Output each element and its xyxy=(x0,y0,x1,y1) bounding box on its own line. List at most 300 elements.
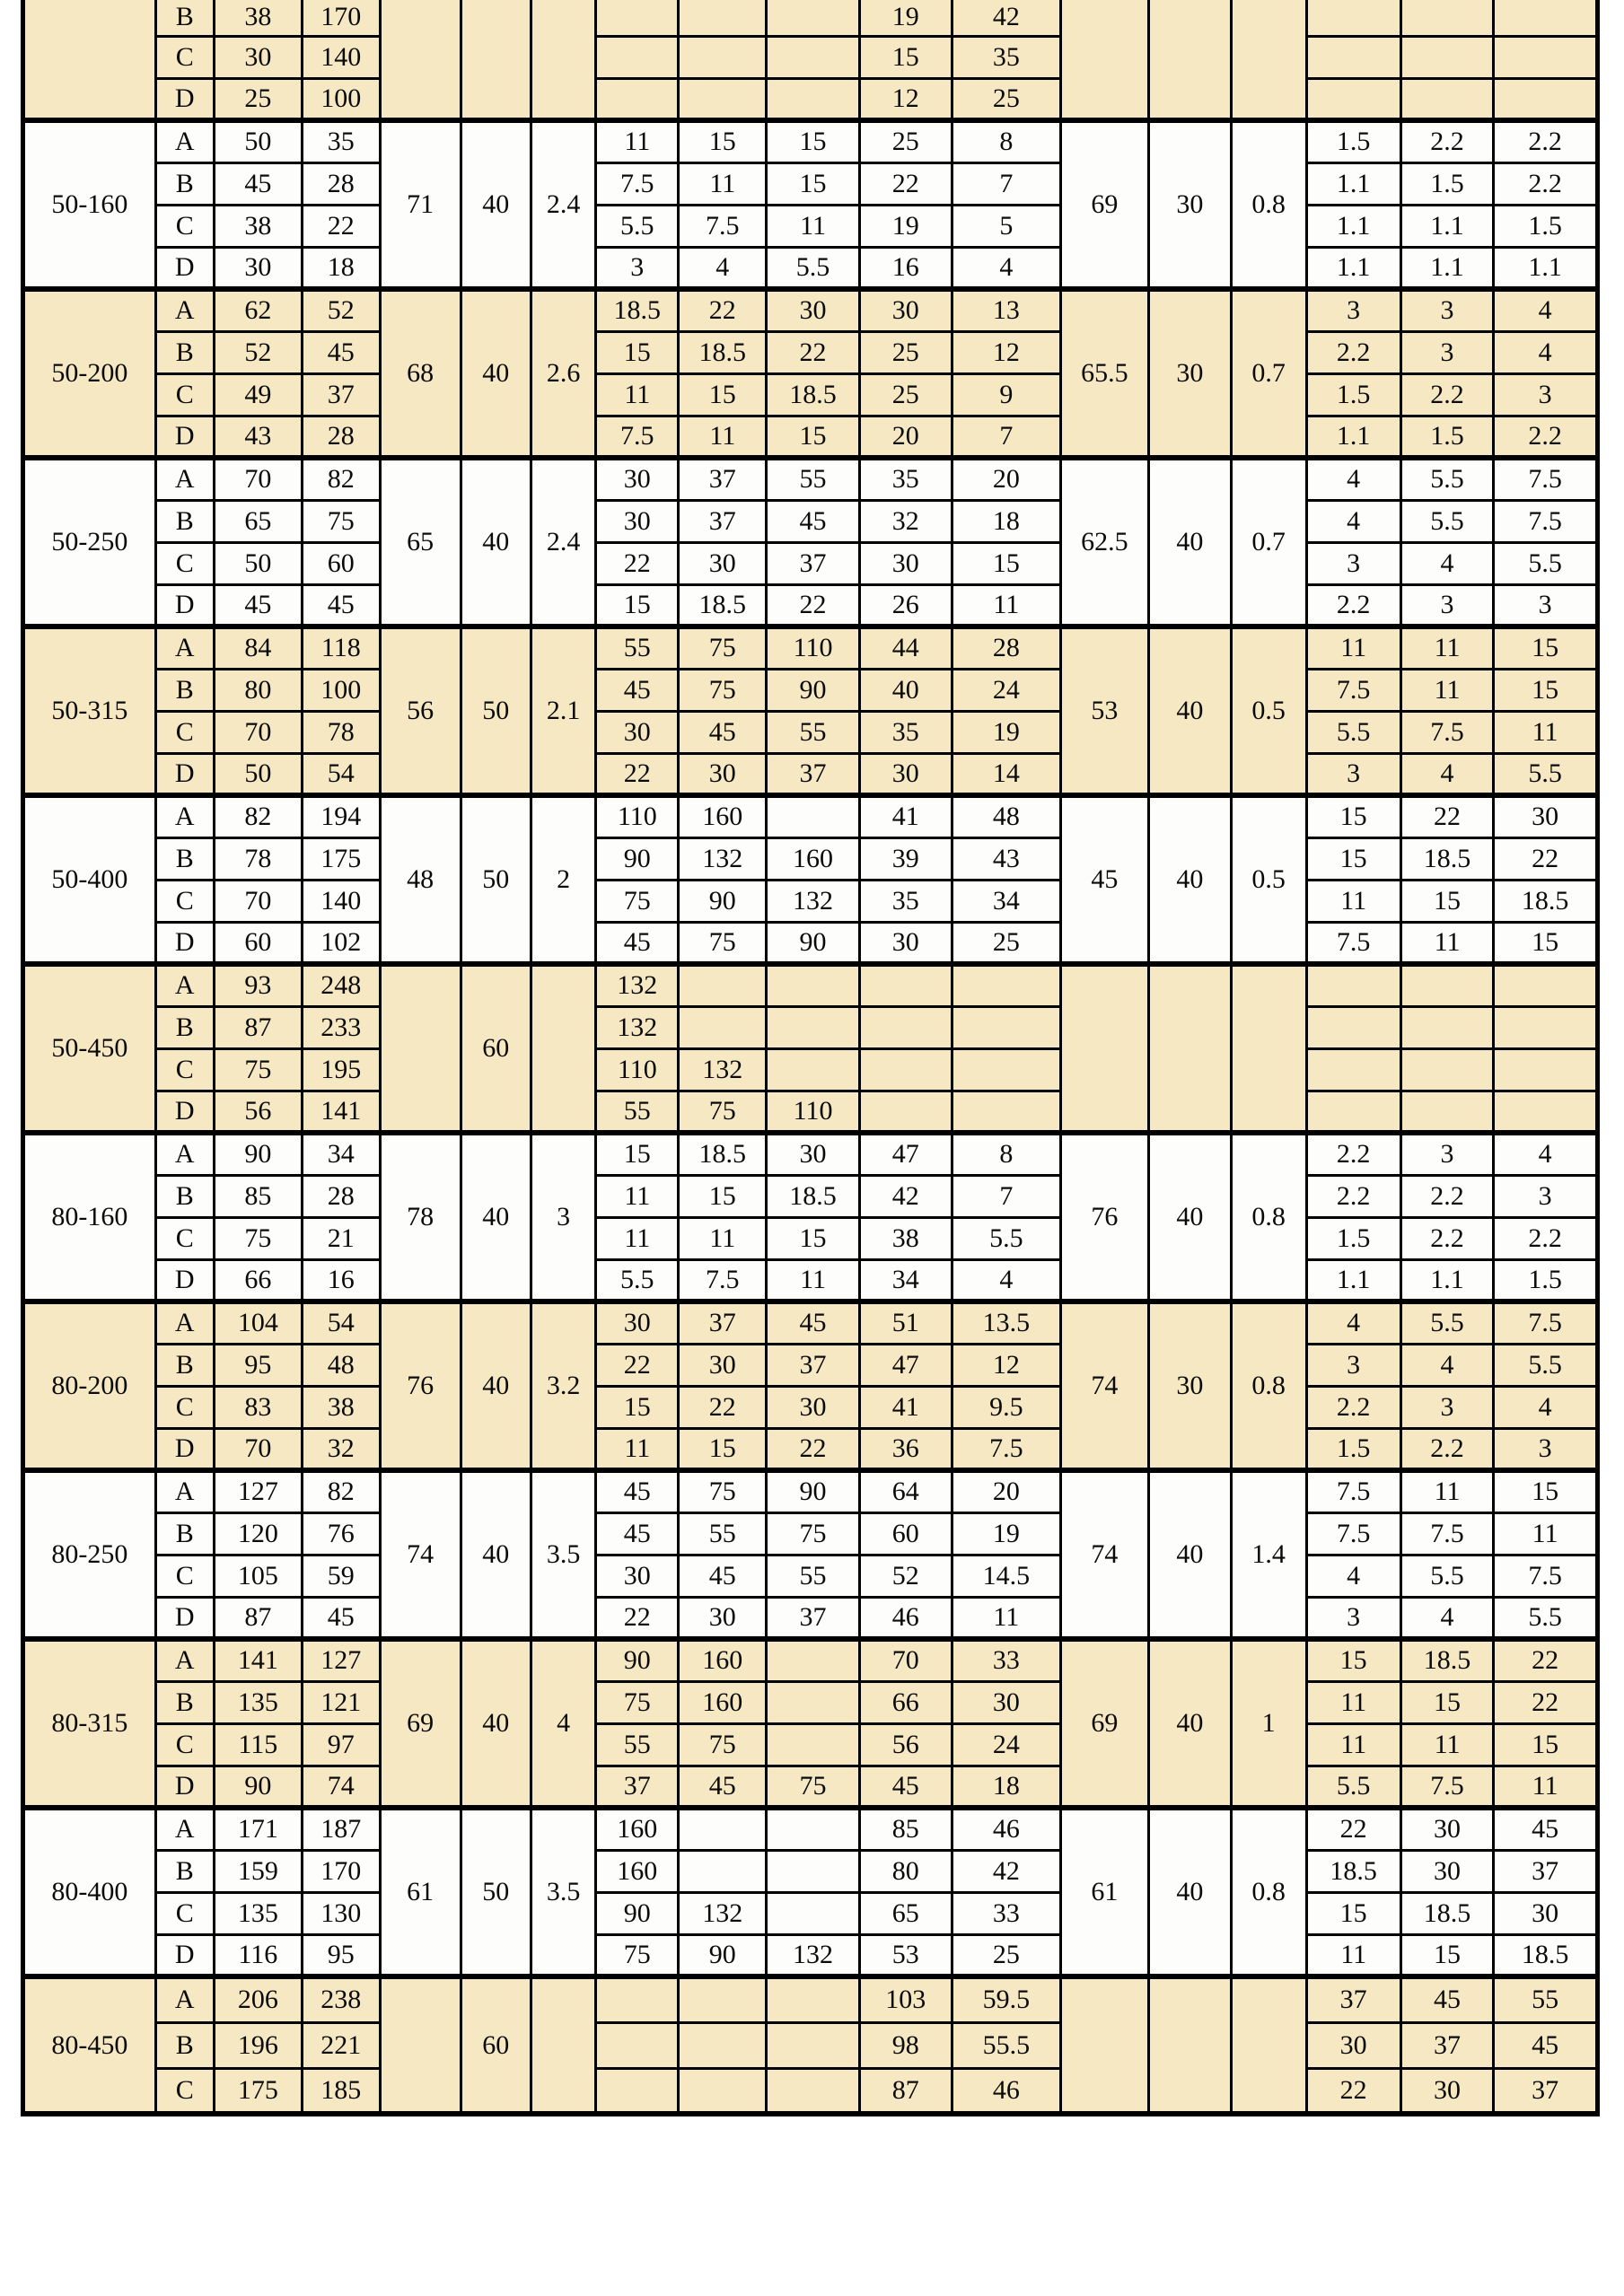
value-cell: 11 xyxy=(596,1217,679,1259)
value-cell: 75 xyxy=(214,1217,302,1259)
merged-value-cell xyxy=(531,0,596,120)
value-cell: 30 xyxy=(767,1386,859,1428)
value-cell: 14 xyxy=(952,753,1060,795)
value-cell: 55 xyxy=(1494,1976,1598,2022)
merged-value-cell xyxy=(1231,1976,1306,2114)
value-cell: 30 xyxy=(596,711,679,753)
value-cell: 4 xyxy=(679,247,767,289)
value-cell: 25 xyxy=(859,331,952,373)
value-cell xyxy=(679,2068,767,2114)
value-cell: 85 xyxy=(214,1175,302,1217)
value-cell: 11 xyxy=(679,162,767,205)
merged-value-cell: 61 xyxy=(1060,1808,1148,1976)
table-row xyxy=(23,1681,1598,1723)
value-cell xyxy=(767,964,859,1006)
model-cell: 80-400 xyxy=(23,1808,156,1976)
value-cell: 1.1 xyxy=(1306,416,1400,458)
value-cell: 4 xyxy=(1306,1301,1400,1344)
value-cell xyxy=(767,795,859,837)
merged-value-cell: 40 xyxy=(461,1470,531,1639)
value-cell: 75 xyxy=(767,1766,859,1808)
value-cell xyxy=(679,78,767,120)
merged-value-cell: 74 xyxy=(1060,1470,1148,1639)
value-cell: 51 xyxy=(859,1301,952,1344)
value-cell: 55 xyxy=(679,1512,767,1555)
value-cell: 38 xyxy=(214,205,302,247)
trim-letter-cell: C xyxy=(155,373,214,416)
value-cell: 175 xyxy=(214,2068,302,2114)
value-cell: 54 xyxy=(302,753,380,795)
merged-value-cell: 40 xyxy=(461,289,531,458)
value-cell: 20 xyxy=(859,416,952,458)
value-cell: 8 xyxy=(952,1133,1060,1175)
value-cell: 110 xyxy=(767,627,859,669)
value-cell: 52 xyxy=(859,1555,952,1597)
trim-letter-cell: A xyxy=(155,1808,214,1850)
table-row xyxy=(23,753,1598,795)
merged-value-cell: 0.7 xyxy=(1231,289,1306,458)
value-cell: 2.2 xyxy=(1306,584,1400,627)
value-cell: 55 xyxy=(767,458,859,500)
merged-value-cell: 76 xyxy=(380,1301,461,1470)
value-cell: 15 xyxy=(679,1428,767,1470)
merged-value-cell: 0.8 xyxy=(1231,1808,1306,1976)
value-cell xyxy=(1306,78,1400,120)
merged-value-cell: 40 xyxy=(461,1301,531,1470)
value-cell: 132 xyxy=(767,1934,859,1976)
value-cell xyxy=(679,36,767,78)
table-row xyxy=(23,1259,1598,1301)
trim-letter-cell: D xyxy=(155,753,214,795)
value-cell: 22 xyxy=(1494,1639,1598,1681)
value-cell xyxy=(596,78,679,120)
value-cell: 2.2 xyxy=(1494,1217,1598,1259)
value-cell: 60 xyxy=(859,1512,952,1555)
value-cell: 90 xyxy=(214,1766,302,1808)
value-cell: 11 xyxy=(1400,669,1493,711)
value-cell: 90 xyxy=(767,669,859,711)
trim-letter-cell: C xyxy=(155,1386,214,1428)
merged-value-cell: 65.5 xyxy=(1060,289,1148,458)
value-cell: 118 xyxy=(302,627,380,669)
value-cell xyxy=(1494,78,1598,120)
value-cell: 22 xyxy=(596,542,679,584)
value-cell xyxy=(596,36,679,78)
value-cell: 49 xyxy=(214,373,302,416)
value-cell: 75 xyxy=(596,1681,679,1723)
value-cell: 7.5 xyxy=(1306,1512,1400,1555)
value-cell: 82 xyxy=(214,795,302,837)
value-cell: 15 xyxy=(1400,1681,1493,1723)
value-cell: 4 xyxy=(1494,289,1598,331)
value-cell: 160 xyxy=(767,837,859,880)
value-cell: 45 xyxy=(767,1301,859,1344)
value-cell: 25 xyxy=(952,1934,1060,1976)
value-cell: 110 xyxy=(767,1091,859,1133)
value-cell: 3 xyxy=(1400,289,1493,331)
value-cell: 50 xyxy=(214,542,302,584)
table-row xyxy=(23,795,1598,837)
trim-letter-cell: C xyxy=(155,1892,214,1934)
value-cell: 11 xyxy=(1494,711,1598,753)
value-cell: 19 xyxy=(952,1512,1060,1555)
table-row xyxy=(23,0,1598,36)
table-row xyxy=(23,1217,1598,1259)
value-cell: 15 xyxy=(1494,922,1598,964)
value-cell: 42 xyxy=(952,0,1060,36)
model-cell: 80-450 xyxy=(23,1976,156,2114)
trim-letter-cell: A xyxy=(155,458,214,500)
merged-value-cell: 0.5 xyxy=(1231,795,1306,964)
table-row xyxy=(23,1091,1598,1133)
value-cell: 8 xyxy=(952,120,1060,162)
table-row xyxy=(23,627,1598,669)
value-cell: 3 xyxy=(1306,542,1400,584)
value-cell: 34 xyxy=(859,1259,952,1301)
value-cell: 60 xyxy=(302,542,380,584)
trim-letter-cell: D xyxy=(155,1766,214,1808)
trim-letter-cell: B xyxy=(155,1006,214,1048)
value-cell: 18 xyxy=(302,247,380,289)
merged-value-cell xyxy=(1148,1976,1231,2114)
table-row xyxy=(23,1344,1598,1386)
merged-value-cell: 0.8 xyxy=(1231,1301,1306,1470)
value-cell xyxy=(1306,1048,1400,1091)
value-cell: 4 xyxy=(1400,1344,1493,1386)
value-cell: 84 xyxy=(214,627,302,669)
table-row xyxy=(23,1133,1598,1175)
value-cell xyxy=(767,1006,859,1048)
value-cell: 41 xyxy=(859,1386,952,1428)
trim-letter-cell: C xyxy=(155,1048,214,1091)
value-cell: 34 xyxy=(952,880,1060,922)
table-row xyxy=(23,1006,1598,1048)
value-cell: 18.5 xyxy=(679,584,767,627)
merged-value-cell: 69 xyxy=(1060,1639,1148,1808)
value-cell: 3 xyxy=(596,247,679,289)
table-row xyxy=(23,711,1598,753)
value-cell: 14.5 xyxy=(952,1555,1060,1597)
value-cell: 15 xyxy=(1494,1470,1598,1512)
value-cell: 28 xyxy=(302,416,380,458)
value-cell: 22 xyxy=(596,1597,679,1639)
value-cell: 30 xyxy=(214,36,302,78)
value-cell: 75 xyxy=(767,1512,859,1555)
value-cell: 185 xyxy=(302,2068,380,2114)
value-cell: 18.5 xyxy=(1400,1639,1493,1681)
value-cell: 82 xyxy=(302,1470,380,1512)
table-row xyxy=(23,880,1598,922)
value-cell: 41 xyxy=(859,795,952,837)
value-cell: 38 xyxy=(302,1386,380,1428)
merged-value-cell: 2.4 xyxy=(531,458,596,627)
value-cell: 22 xyxy=(1494,1681,1598,1723)
value-cell: 13.5 xyxy=(952,1301,1060,1344)
value-cell: 60 xyxy=(214,922,302,964)
value-cell: 30 xyxy=(767,289,859,331)
value-cell: 3 xyxy=(1494,1428,1598,1470)
value-cell: 127 xyxy=(302,1639,380,1681)
value-cell: 15 xyxy=(1400,1934,1493,1976)
value-cell: 70 xyxy=(859,1639,952,1681)
value-cell: 55 xyxy=(596,627,679,669)
value-cell: 55 xyxy=(596,1723,679,1766)
merged-value-cell xyxy=(380,964,461,1133)
value-cell: 132 xyxy=(767,880,859,922)
value-cell: 75 xyxy=(679,922,767,964)
value-cell: 95 xyxy=(214,1344,302,1386)
value-cell xyxy=(1400,78,1493,120)
value-cell: 3 xyxy=(1400,584,1493,627)
merged-value-cell: 40 xyxy=(1148,1808,1231,1976)
value-cell xyxy=(767,36,859,78)
trim-letter-cell: C xyxy=(155,880,214,922)
value-cell: 7.5 xyxy=(1494,458,1598,500)
value-cell: 4 xyxy=(1494,1133,1598,1175)
merged-value-cell: 2.4 xyxy=(531,120,596,289)
value-cell: 15 xyxy=(767,162,859,205)
value-cell: 62 xyxy=(214,289,302,331)
value-cell: 28 xyxy=(952,627,1060,669)
table-row xyxy=(23,2022,1598,2068)
value-cell: 4 xyxy=(1400,1597,1493,1639)
value-cell: 30 xyxy=(679,1344,767,1386)
trim-letter-cell: D xyxy=(155,922,214,964)
value-cell: 93 xyxy=(214,964,302,1006)
value-cell: 37 xyxy=(679,458,767,500)
value-cell: 248 xyxy=(302,964,380,1006)
merged-value-cell: 50 xyxy=(461,795,531,964)
merged-value-cell: 48 xyxy=(380,795,461,964)
value-cell: 5.5 xyxy=(1494,753,1598,795)
merged-value-cell: 0.8 xyxy=(1231,120,1306,289)
merged-value-cell: 40 xyxy=(461,120,531,289)
value-cell: 15 xyxy=(679,1175,767,1217)
model-cell xyxy=(23,0,156,120)
merged-value-cell: 40 xyxy=(461,458,531,627)
value-cell: 90 xyxy=(596,837,679,880)
spec-table-body xyxy=(23,0,1598,2114)
value-cell: 5.5 xyxy=(1400,458,1493,500)
table-row xyxy=(23,1597,1598,1639)
value-cell: 33 xyxy=(952,1639,1060,1681)
merged-value-cell xyxy=(1148,0,1231,120)
value-cell: 170 xyxy=(302,0,380,36)
trim-letter-cell: D xyxy=(155,1428,214,1470)
merged-value-cell: 60 xyxy=(461,964,531,1133)
value-cell: 54 xyxy=(302,1301,380,1344)
value-cell: 55 xyxy=(767,1555,859,1597)
value-cell: 55 xyxy=(596,1091,679,1133)
model-cell: 50-315 xyxy=(23,627,156,795)
value-cell: 45 xyxy=(859,1766,952,1808)
value-cell: 11 xyxy=(679,416,767,458)
value-cell: 25 xyxy=(859,373,952,416)
trim-letter-cell: D xyxy=(155,78,214,120)
table-row xyxy=(23,1048,1598,1091)
value-cell: 135 xyxy=(214,1681,302,1723)
value-cell: 11 xyxy=(767,205,859,247)
value-cell: 9 xyxy=(952,373,1060,416)
value-cell xyxy=(1494,0,1598,36)
value-cell: 30 xyxy=(1400,2068,1493,2114)
value-cell: 11 xyxy=(596,373,679,416)
value-cell: 104 xyxy=(214,1301,302,1344)
model-cell: 50-160 xyxy=(23,120,156,289)
value-cell: 132 xyxy=(679,837,767,880)
value-cell: 15 xyxy=(679,373,767,416)
value-cell: 132 xyxy=(679,1892,767,1934)
model-cell: 50-450 xyxy=(23,964,156,1133)
value-cell: 55.5 xyxy=(952,2022,1060,2068)
value-cell: 100 xyxy=(302,669,380,711)
value-cell: 50 xyxy=(214,120,302,162)
value-cell: 11 xyxy=(1306,1723,1400,1766)
value-cell: 2.2 xyxy=(1400,1428,1493,1470)
value-cell: 78 xyxy=(302,711,380,753)
value-cell: 37 xyxy=(302,373,380,416)
value-cell: 30 xyxy=(596,1301,679,1344)
value-cell: 140 xyxy=(302,880,380,922)
value-cell: 7 xyxy=(952,1175,1060,1217)
value-cell: 30 xyxy=(859,922,952,964)
value-cell: 7.5 xyxy=(1494,1555,1598,1597)
value-cell: 39 xyxy=(859,837,952,880)
merged-value-cell xyxy=(1231,0,1306,120)
model-cell: 80-315 xyxy=(23,1639,156,1808)
trim-letter-cell: A xyxy=(155,289,214,331)
value-cell xyxy=(1400,1006,1493,1048)
value-cell: 1.5 xyxy=(1306,373,1400,416)
value-cell: 42 xyxy=(952,1850,1060,1892)
merged-value-cell xyxy=(1060,1976,1148,2114)
trim-letter-cell: D xyxy=(155,1259,214,1301)
value-cell: 11 xyxy=(596,1175,679,1217)
value-cell xyxy=(859,1091,952,1133)
value-cell: 37 xyxy=(596,1766,679,1808)
value-cell: 1.1 xyxy=(1306,162,1400,205)
value-cell: 4 xyxy=(1494,1386,1598,1428)
value-cell: 12 xyxy=(952,331,1060,373)
value-cell xyxy=(767,1681,859,1723)
trim-letter-cell: B xyxy=(155,2022,214,2068)
value-cell: 37 xyxy=(1494,2068,1598,2114)
trim-letter-cell: C xyxy=(155,36,214,78)
table-row xyxy=(23,1428,1598,1470)
value-cell: 2.2 xyxy=(1306,1133,1400,1175)
merged-value-cell: 40 xyxy=(1148,458,1231,627)
value-cell: 42 xyxy=(859,1175,952,1217)
value-cell: 98 xyxy=(859,2022,952,2068)
value-cell: 46 xyxy=(859,1597,952,1639)
table-row xyxy=(23,205,1598,247)
trim-letter-cell: A xyxy=(155,1133,214,1175)
value-cell: 1.1 xyxy=(1306,1259,1400,1301)
value-cell: 15 xyxy=(1494,1723,1598,1766)
trim-letter-cell: C xyxy=(155,1723,214,1766)
value-cell: 45 xyxy=(214,584,302,627)
merged-value-cell: 3 xyxy=(531,1133,596,1301)
value-cell: 30 xyxy=(596,1555,679,1597)
value-cell: 7 xyxy=(952,162,1060,205)
value-cell: 11 xyxy=(1306,880,1400,922)
value-cell: 160 xyxy=(596,1850,679,1892)
merged-value-cell xyxy=(1231,964,1306,1133)
value-cell: 65 xyxy=(214,500,302,542)
value-cell xyxy=(679,1976,767,2022)
value-cell: 24 xyxy=(952,669,1060,711)
value-cell: 52 xyxy=(302,289,380,331)
value-cell: 22 xyxy=(767,1428,859,1470)
table-row xyxy=(23,1892,1598,1934)
value-cell: 32 xyxy=(859,500,952,542)
value-cell: 20 xyxy=(952,1470,1060,1512)
merged-value-cell: 50 xyxy=(461,1808,531,1976)
value-cell xyxy=(1494,1091,1598,1133)
table-row xyxy=(23,247,1598,289)
value-cell: 3 xyxy=(1306,1597,1400,1639)
merged-value-cell: 76 xyxy=(1060,1133,1148,1301)
value-cell: 13 xyxy=(952,289,1060,331)
value-cell: 90 xyxy=(596,1639,679,1681)
pump-spec-table xyxy=(21,0,1600,2116)
value-cell: 5.5 xyxy=(1494,1597,1598,1639)
value-cell: 22 xyxy=(1494,837,1598,880)
value-cell: 4 xyxy=(952,247,1060,289)
value-cell: 18 xyxy=(952,500,1060,542)
value-cell: 12 xyxy=(859,78,952,120)
value-cell: 3 xyxy=(1494,373,1598,416)
value-cell: 37 xyxy=(1494,1850,1598,1892)
value-cell: 7.5 xyxy=(679,205,767,247)
value-cell xyxy=(859,964,952,1006)
value-cell: 82 xyxy=(302,458,380,500)
merged-value-cell xyxy=(1148,964,1231,1133)
value-cell: 140 xyxy=(302,36,380,78)
table-row xyxy=(23,1808,1598,1850)
merged-value-cell: 30 xyxy=(1148,1301,1231,1470)
value-cell: 70 xyxy=(214,458,302,500)
value-cell: 7.5 xyxy=(1400,1766,1493,1808)
value-cell: 18.5 xyxy=(1494,880,1598,922)
trim-letter-cell: A xyxy=(155,1976,214,2022)
merged-value-cell: 3.2 xyxy=(531,1301,596,1470)
value-cell: 11 xyxy=(952,584,1060,627)
trim-letter-cell: A xyxy=(155,1301,214,1344)
trim-letter-cell: C xyxy=(155,2068,214,2114)
value-cell: 11 xyxy=(1400,922,1493,964)
value-cell: 75 xyxy=(596,1934,679,1976)
value-cell: 16 xyxy=(859,247,952,289)
table-row xyxy=(23,964,1598,1006)
merged-value-cell xyxy=(461,0,531,120)
value-cell: 15 xyxy=(1494,669,1598,711)
value-cell: 11 xyxy=(1306,627,1400,669)
value-cell xyxy=(952,1048,1060,1091)
value-cell: 90 xyxy=(596,1892,679,1934)
value-cell: 66 xyxy=(214,1259,302,1301)
table-row xyxy=(23,120,1598,162)
value-cell: 171 xyxy=(214,1808,302,1850)
value-cell xyxy=(679,1808,767,1850)
value-cell: 35 xyxy=(859,458,952,500)
value-cell: 87 xyxy=(214,1006,302,1048)
value-cell: 22 xyxy=(1400,795,1493,837)
value-cell: 22 xyxy=(1306,2068,1400,2114)
value-cell: 25 xyxy=(952,78,1060,120)
merged-value-cell: 62.5 xyxy=(1060,458,1148,627)
table-row xyxy=(23,416,1598,458)
